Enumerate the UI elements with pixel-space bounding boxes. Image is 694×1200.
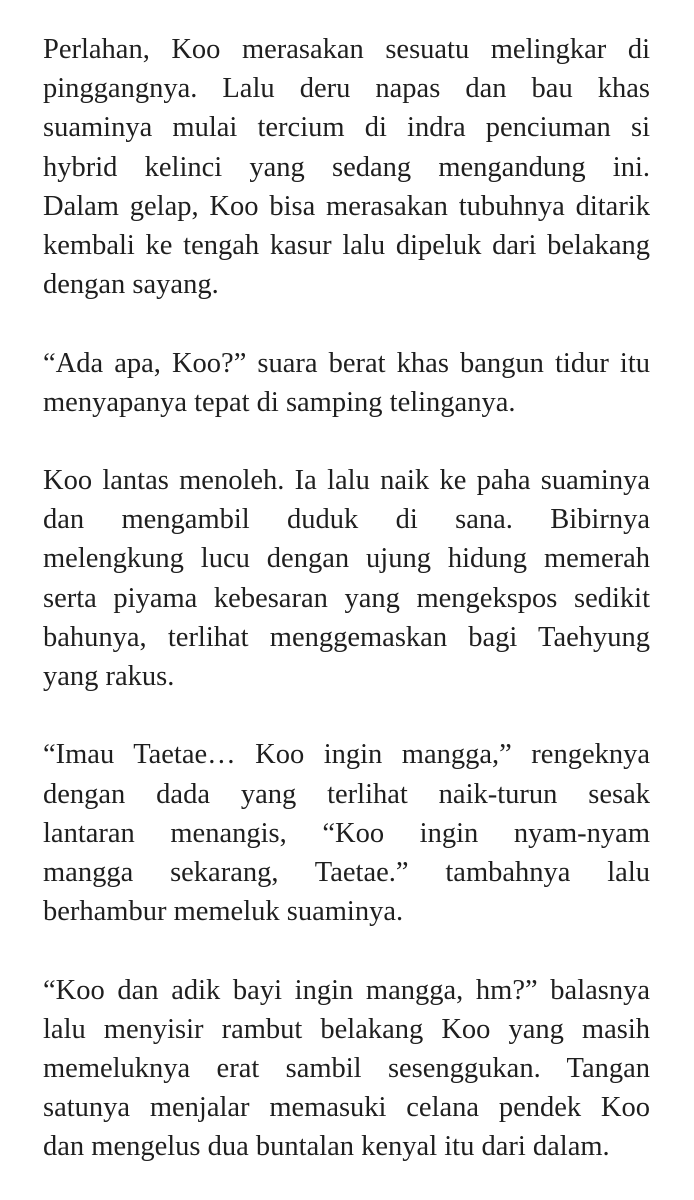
- text-line: berhambur memeluk suaminya.: [43, 896, 404, 928]
- text-line: dengan dada yang terlihat naik-turun sesak: [43, 778, 650, 810]
- text-line: dengan sayang.: [43, 269, 219, 301]
- text-line: dan mengelus dua buntalan kenyal itu dari dalam.: [43, 1131, 610, 1163]
- text-line: “Koo dan adik bayi ingin mangga, hm?” balasnya: [43, 974, 650, 1006]
- paragraph-5: [43, 971, 650, 1167]
- text-line: pinggangnya. Lalu deru napas dan bau khas: [43, 73, 650, 105]
- text-line: bahunya, terlihat menggemaskan bagi Taehyung: [43, 621, 650, 653]
- paragraph-gap: [43, 696, 650, 735]
- text-line: satunya menjalar memasuki celana pendek Koo: [43, 1092, 650, 1124]
- paragraph-gap: [43, 931, 650, 970]
- paragraph-2: [43, 344, 650, 422]
- text-line: dan mengambil duduk di sana. Bibirnya: [43, 504, 650, 536]
- text-line: memeluknya erat sambil sesenggukan. Tangan: [43, 1052, 650, 1084]
- text-line: kembali ke tengah kasur lalu dipeluk dari belakang: [43, 229, 650, 261]
- text-line: Perlahan, Koo merasakan sesuatu melingkar di: [43, 34, 650, 65]
- text-line: melengkung lucu dengan ujung hidung memerah: [43, 543, 650, 575]
- text-line: lalu menyisir rambut belakang Koo yang masih: [43, 1013, 650, 1045]
- text-line: yang rakus.: [43, 661, 175, 692]
- text-line: serta piyama kebesaran yang mengekspos sedikit: [43, 582, 650, 614]
- text-line: Koo lantas menoleh. Ia lalu naik ke paha suaminya: [43, 465, 650, 497]
- text-line: hybrid kelinci yang sedang mengandung ini.: [43, 151, 650, 183]
- text-line: mangga sekarang, Taetae.” tambahnya lalu: [43, 856, 650, 888]
- document-body: [43, 30, 650, 1166]
- paragraph-4: [43, 735, 650, 931]
- text-line: “Ada apa, Koo?” suara berat khas bangun tidur itu: [43, 347, 650, 379]
- text-line: Dalam gelap, Koo bisa merasakan tubuhnya ditarik: [43, 190, 650, 222]
- paragraph-3: [43, 461, 650, 696]
- text-line: “Imau Taetae… Koo ingin mangga,” rengeknya: [43, 739, 650, 771]
- paragraph-gap: [43, 422, 650, 461]
- text-line: lantaran menangis, “Koo ingin nyam-nyam: [43, 817, 650, 849]
- text-line: menyapanya tepat di samping telinganya.: [43, 386, 516, 418]
- text-line: suaminya mulai tercium di indra penciuman si: [43, 112, 650, 144]
- paragraph-gap: [43, 304, 650, 343]
- paragraph-1: [43, 30, 650, 304]
